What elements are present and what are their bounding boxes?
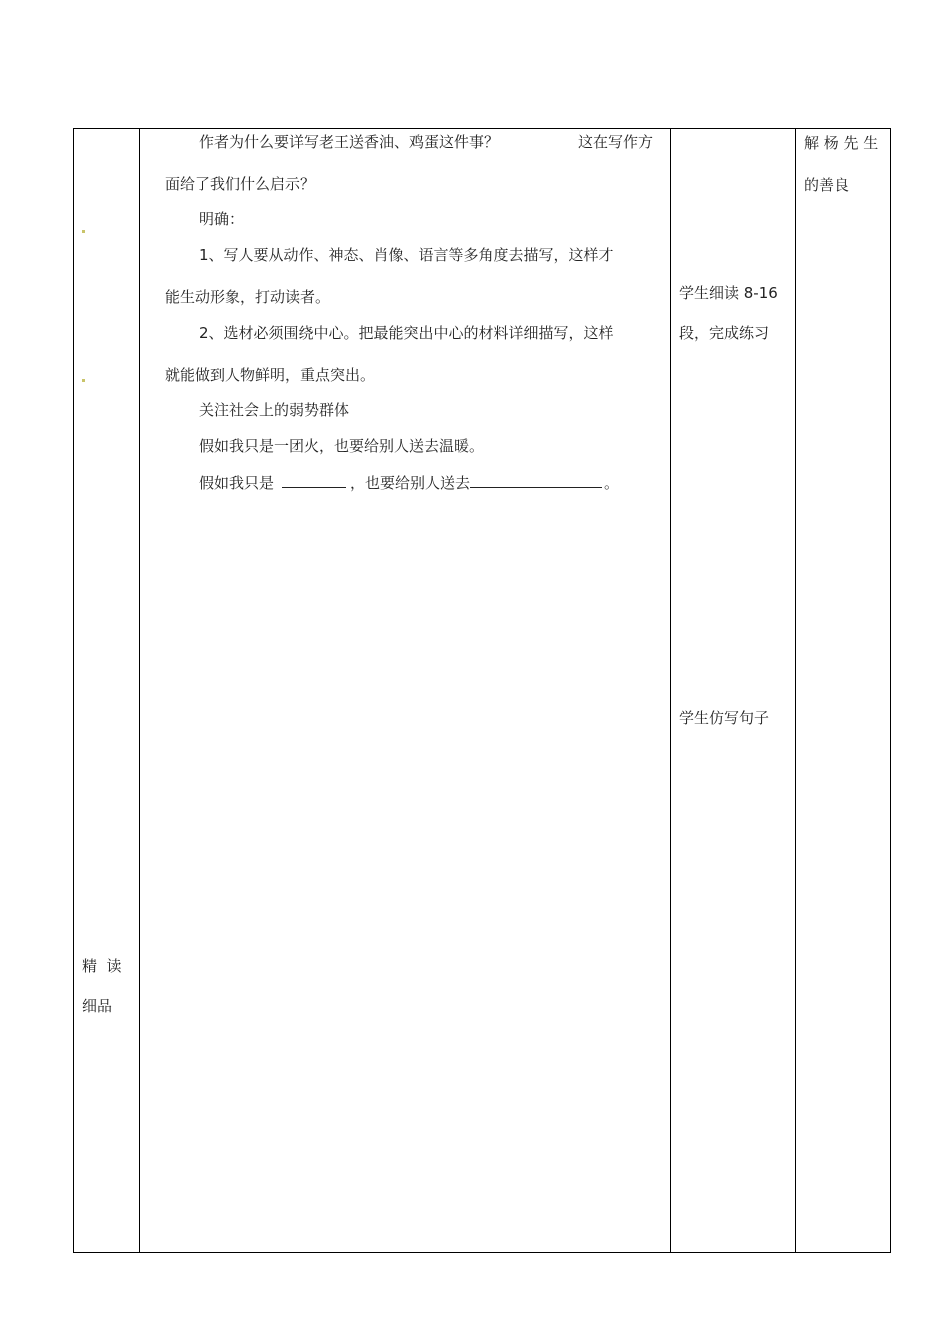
reading-activity-line1: 学生细读 8-16 — [679, 284, 778, 302]
example-sentence: 假如我只是一团火，也要给别人送去温暖。 — [199, 437, 485, 455]
imitation-activity: 学生仿写句子 — [679, 709, 770, 727]
fill-blank-2[interactable] — [470, 473, 602, 488]
fill-end: 。 — [604, 474, 620, 492]
fill-part2: ，也要给别人送去 — [350, 474, 471, 492]
section-label-line2: 细品 — [82, 997, 113, 1015]
fill-part1: 假如我只是 — [199, 474, 275, 492]
clarify-label: 明确： — [199, 210, 245, 228]
design-purpose-cell — [795, 128, 891, 1253]
question-text-line2: 面给了我们什么启示？ — [165, 175, 316, 193]
purpose-line2: 的善良 — [804, 176, 850, 194]
question-text-part2: 这在写作方 — [578, 133, 654, 151]
purpose-line1: 解 杨 先 生 — [804, 134, 879, 152]
section-label-line1: 精 读 — [82, 957, 122, 975]
fill-blank-1[interactable] — [282, 473, 346, 488]
concern-line: 关注社会上的弱势群体 — [199, 401, 350, 419]
point1-line2: 能生动形象，打动读者。 — [165, 288, 331, 306]
question-text-part1: 作者为什么要详写老王送香油、鸡蛋这件事？ — [199, 133, 500, 151]
point2-line1: 2、选材必须围绕中心。把最能突出中心的材料详细描写，这样 — [199, 324, 614, 342]
point1-line1: 1、写人要从动作、神态、肖像、语言等多角度去描写，这样才 — [199, 246, 614, 264]
section-label-cell — [73, 128, 140, 1253]
marker-dot-middle — [82, 379, 85, 382]
fill-in-sentence — [199, 473, 619, 492]
marker-dot-top — [82, 230, 85, 233]
point2-line2: 就能做到人物鲜明，重点突出。 — [165, 366, 376, 384]
reading-activity-line2: 段，完成练习 — [679, 324, 770, 342]
